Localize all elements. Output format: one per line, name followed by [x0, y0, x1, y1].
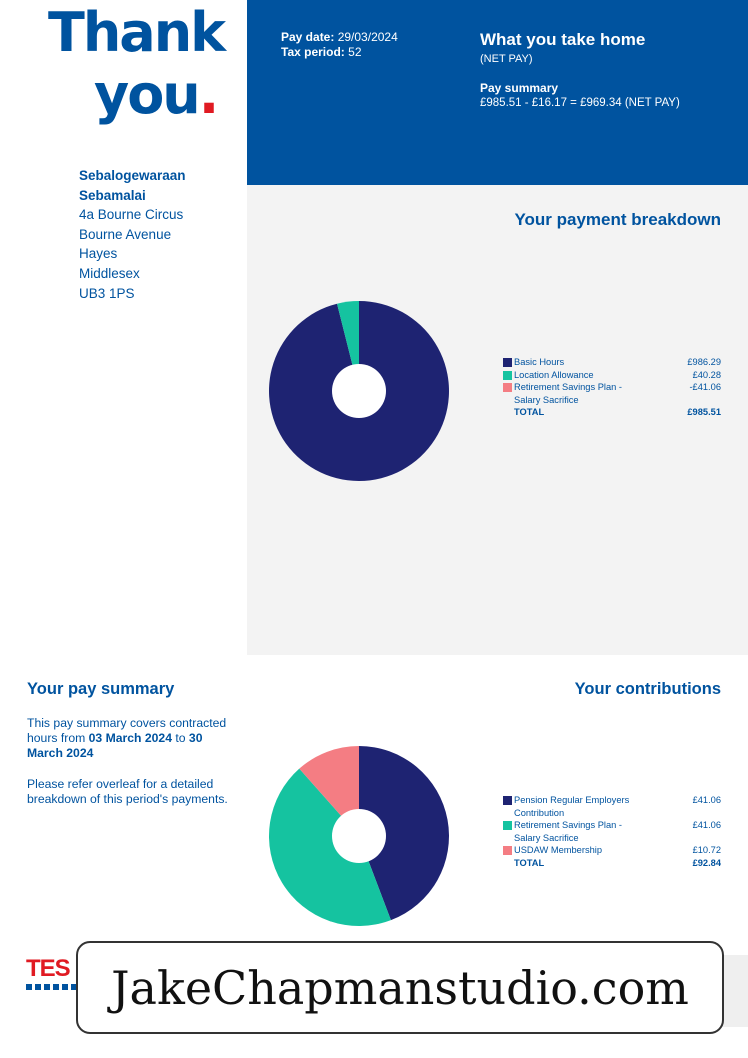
start-date: 03 March 2024	[88, 731, 172, 746]
address-line: Middlesex	[79, 265, 140, 281]
contributions-donut-chart	[268, 745, 450, 927]
legend-label: Basic Hours	[514, 357, 565, 367]
logo-stripe	[26, 984, 80, 990]
total-label: TOTAL	[514, 407, 545, 418]
legend-row-cont	[503, 394, 721, 407]
take-home-block	[480, 30, 680, 111]
legend-label: Pension Regular Employers	[514, 795, 630, 805]
legend-amount: £10.72	[692, 845, 721, 856]
legend-row-cont	[503, 807, 721, 820]
legend-label: Salary Sacrifice	[514, 394, 579, 405]
donut-hole	[332, 364, 386, 418]
tax-period-label: Tax period:	[281, 45, 345, 59]
legend-total-row	[503, 857, 721, 870]
name-line2: Sebamalai	[79, 187, 146, 203]
legend-row	[503, 819, 721, 832]
pay-summary-p1: This pay summary covers contracted hours from	[27, 716, 227, 746]
legend-label: Retirement Savings Plan -	[514, 382, 622, 393]
thank-line2: you	[94, 63, 199, 126]
legend-swatch	[503, 846, 512, 855]
legend-label: Location Allowance	[514, 369, 594, 380]
address-line: Bourne Avenue	[79, 226, 172, 242]
legend-amount: £41.06	[692, 820, 721, 831]
legend-row	[503, 794, 721, 807]
name-line1: Sebalogewaraan	[79, 168, 186, 183]
legend-label: Contribution	[514, 807, 565, 818]
legend-swatch	[503, 796, 512, 805]
net-pay-label: (NET PAY)	[480, 53, 533, 65]
legend-row-cont	[503, 832, 721, 845]
legend-row	[503, 356, 721, 369]
address-line: 4a Bourne Circus	[79, 207, 184, 223]
legend-total-row	[503, 406, 721, 419]
pay-date: 29/03/2024	[337, 30, 398, 44]
breakdown-donut-chart	[268, 300, 450, 482]
total-amount: £985.51	[687, 407, 721, 418]
legend-row	[503, 844, 721, 857]
legend-swatch	[503, 358, 512, 367]
legend-row	[503, 369, 721, 382]
pay-summary-text	[27, 716, 232, 822]
address-line: Hayes	[79, 246, 118, 262]
legend-row	[503, 381, 721, 394]
pay-summary-value: £985.51 - £16.17 = £969.34 (NET PAY)	[480, 97, 680, 109]
end-date: 30 March 2024	[27, 731, 203, 761]
total-amount: £92.84	[692, 857, 721, 868]
pay-info	[281, 30, 398, 60]
watermark-text: JakeChapmanstudio.com	[111, 960, 689, 1015]
thank-line1: Thank	[48, 1, 225, 64]
donut-hole	[332, 809, 386, 863]
legend-amount: £40.28	[692, 369, 721, 380]
legend-swatch	[503, 383, 512, 392]
recipient-address	[79, 166, 186, 303]
legend-amount: £986.29	[687, 357, 721, 367]
red-dot: .	[198, 63, 218, 126]
total-label: TOTAL	[514, 857, 545, 868]
breakdown-legend	[503, 356, 721, 419]
pay-summary-p2: Please refer overleaf for a detailed breakdown of this period's payments.	[27, 776, 228, 806]
watermark-banner	[76, 941, 724, 1034]
legend-label: USDAW Membership	[514, 845, 602, 856]
legend-label: Retirement Savings Plan -	[514, 820, 622, 831]
thank-you-heading	[48, 2, 224, 126]
take-home-title: What you take home	[480, 30, 646, 49]
to-word: to	[171, 731, 189, 746]
legend-swatch	[503, 821, 512, 830]
legend-amount: -£41.06	[689, 382, 721, 393]
contributions-legend	[503, 794, 721, 870]
contributions-title: Your contributions	[574, 680, 721, 698]
pay-summary-label: Pay summary	[480, 81, 559, 95]
tesco-logo: TES	[26, 955, 70, 982]
legend-label: Salary Sacrifice	[514, 832, 579, 843]
address-line: UB3 1PS	[79, 285, 135, 301]
pay-summary-title: Your pay summary	[27, 680, 175, 698]
tax-period: 52	[348, 45, 362, 59]
legend-swatch	[503, 371, 512, 380]
pay-date-label: Pay date:	[281, 30, 335, 44]
legend-amount: £41.06	[692, 795, 721, 805]
breakdown-title: Your payment breakdown	[514, 210, 721, 229]
